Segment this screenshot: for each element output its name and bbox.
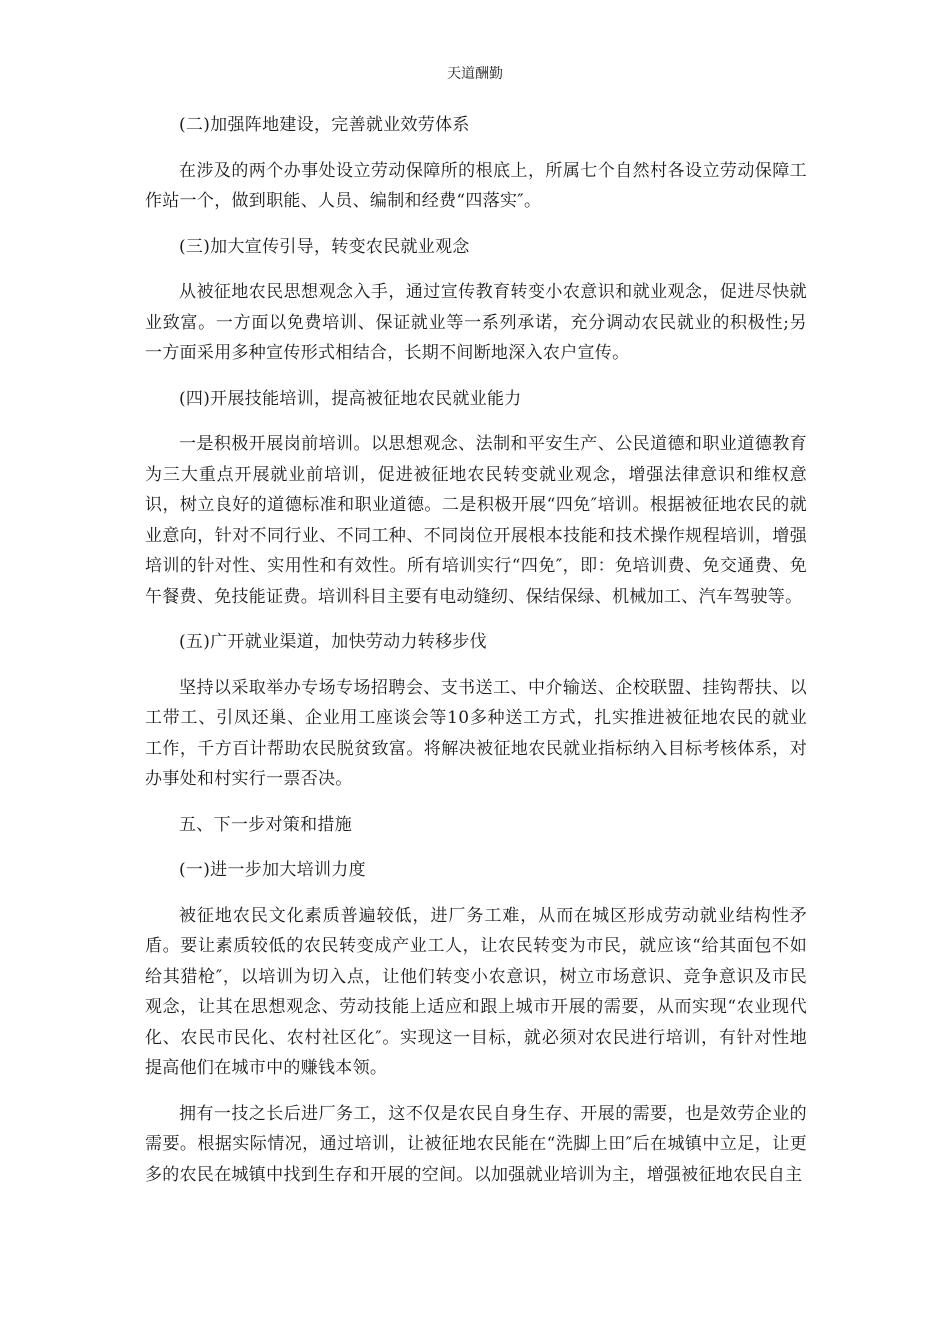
paragraph: 在涉及的两个办事处设立劳动保障所的根底上，所属七个自然村各设立劳动保障工作站一个，做到职能、人员、编制和经费“四落实″。 xyxy=(145,160,807,211)
section-heading-2: (二)加强阵地建设，完善就业效劳体系 xyxy=(179,115,470,135)
section-heading-1: (一)进一步加大培训力度 xyxy=(179,860,366,880)
paragraph: 一是积极开展岗前培训。以思想观念、法制和平安生产、公民道德和职业道德教育为三大重点开展就业前培训，促进被征地农民转变就业观念，增强法律意识和维权意识，树立良好的道德标准和职业道德。二是积极开展“四免″培训。根据被征地农民的就业意向，针对不同行业、不同工种、不同岗位开展根本技能和技术操作规程培训，增强培训的针对性、实用性和有效性。所有培训实行“四免″，即：免培训费、免交通费、免午餐费、免技能证费。培训科目主要有电动缝纫、保结保绿、机械加工、汽车驾驶等。 xyxy=(145,434,807,607)
page-header: 天道酬勤 xyxy=(447,66,503,82)
paragraph: 从被征地农民思想观念入手，通过宣传教育转变小农意识和就业观念，促进尽快就业致富。一方面以免费培训、保证就业等一系列承诺，充分调动农民就业的积极性;另一方面采用多种宣传形式相结合，长期不间断地深入农户宣传。 xyxy=(145,282,807,363)
document-body xyxy=(145,110,807,1205)
chapter-heading-5: 五、下一步对策和措施 xyxy=(179,814,352,835)
section-heading-4: (四)开展技能培训，提高被征地农民就业能力 xyxy=(179,388,522,409)
section-heading-3: (三)加大宣传引导，转变农民就业观念 xyxy=(179,236,470,257)
paragraph: 拥有一技之长后进厂务工，这不仅是农民自身生存、开展的需要，也是效劳企业的需要。根据实际情况，通过培训，让被征地农民能在“洗脚上田″后在城镇中立足，让更多的农民在城镇中找到生存和开展的空间。以加强就业培训为主，增强被征地农民自主 xyxy=(145,1103,807,1185)
section-heading-5: (五)广开就业渠道，加快劳动力转移步伐 xyxy=(179,632,487,652)
paragraph: 坚持以采取举办专场专场招聘会、支书送工、中介输送、企校联盟、挂钩帮扶、以工带工、引凤还巢、企业用工座谈会等10多种送工方式，扎实推进被征地农民的就业工作，千方百计帮助农民脱贫致富。将解决被征地农民就业指标纳入目标考核体系，对办事处和村实行一票否决。 xyxy=(145,677,807,789)
paragraph: 被征地农民文化素质普遍较低，进厂务工难，从而在城区形成劳动就业结构性矛盾。要让素质较低的农民转变成产业工人，让农民转变为市民，就应该“给其面包不如给其猎枪″，以培训为切入点，让他们转变小农意识，树立市场意识、竞争意识及市民观念，让其在思想观念、劳动技能上适应和跟上城市开展的需要，从而实现“农业现代化、农民市民化、农村社区化″。实现这一目标，就必须对农民进行培训，有针对性地提高他们在城市中的赚钱本领。 xyxy=(145,905,807,1078)
